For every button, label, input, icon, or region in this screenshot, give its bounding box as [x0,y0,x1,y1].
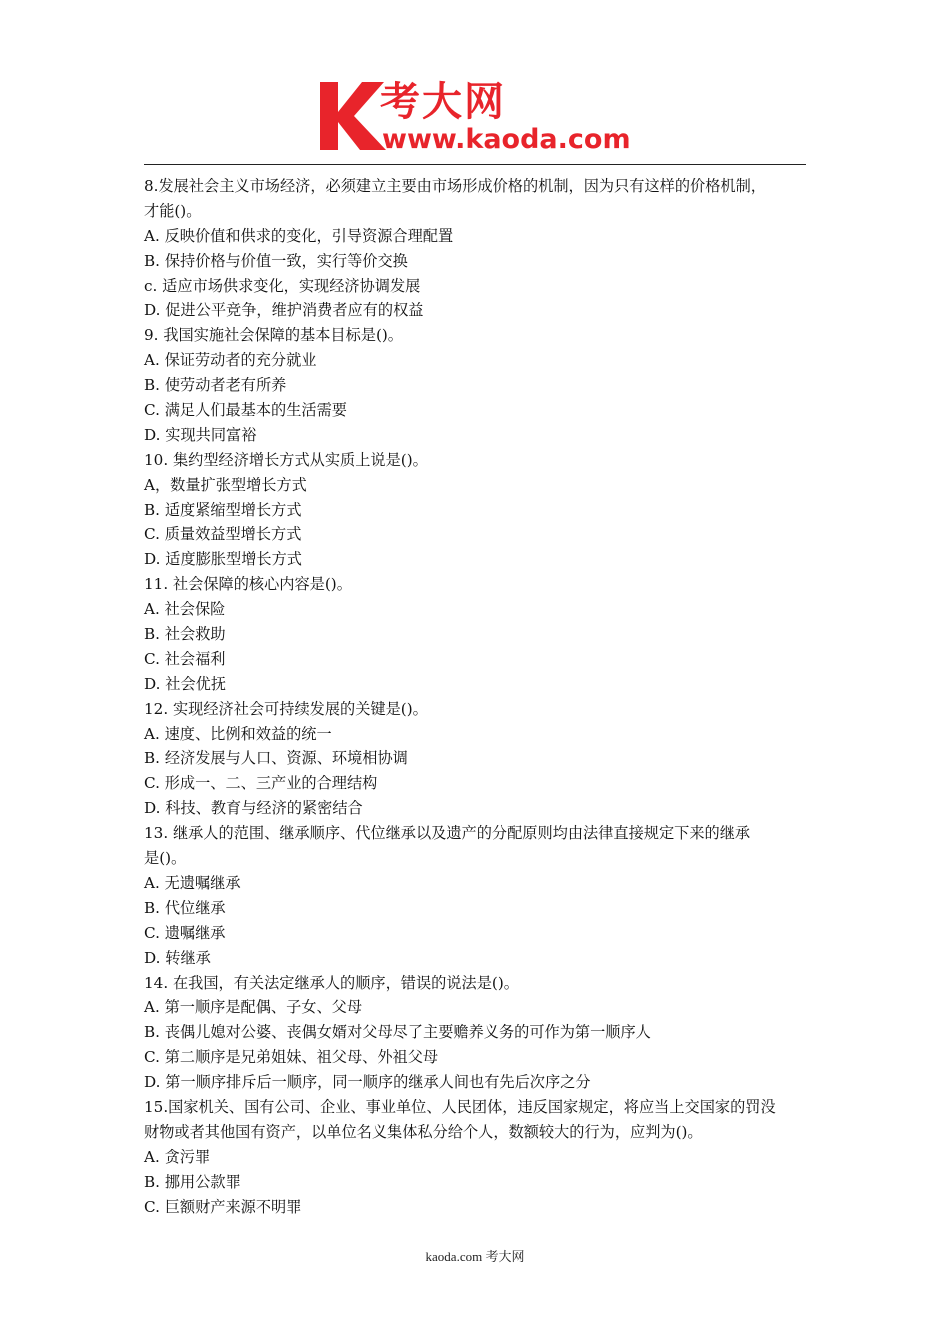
text-line: C. 质量效益型增长方式 [144,525,302,544]
text-line: D. 社会优抚 [144,674,227,693]
page-footer: kaoda.com 考大网 [425,1249,525,1264]
text-line: C. 形成一、二、三产业的合理结构 [144,774,378,793]
text-line: 是()。 [144,849,187,868]
text-line: A. 社会保险 [144,600,226,619]
text-line: B. 丧偶儿媳对公婆、丧偶女婿对父母尽了主要赡养义务的可作为第一顺序人 [144,1023,651,1042]
text-line: A. 速度、比例和效益的统一 [144,724,332,743]
text-line: B. 代位继承 [144,898,226,917]
text-line: 9. 我国实施社会保障的基本目标是()。 [144,326,403,345]
k-logo-icon [318,78,388,152]
text-line: 13. 继承人的范围、继承顺序、代位继承以及遗产的分配原则均由法律直接规定下来的继承 [144,824,751,843]
text-line: B. 保持价格与价值一致，实行等价交换 [144,251,408,270]
text-line: B. 社会救助 [144,625,226,644]
text-line: B. 适度紧缩型增长方式 [144,500,302,519]
text-line: 10. 集约型经济增长方式从实质上说是()。 [144,450,428,469]
question-content [144,174,814,1219]
text-line: 财物或者其他国有资产，以单位名义集体私分给个人，数额较大的行为，应判为()。 [144,1122,703,1141]
text-line: D. 科技、教育与经济的紧密结合 [144,799,363,818]
text-line: B. 使劳动者老有所养 [144,376,287,395]
text-line: C. 社会福利 [144,649,226,668]
text-line: C. 巨额财产来源不明罪 [144,1197,302,1216]
text-line: 12. 实现经济社会可持续发展的关键是()。 [144,699,428,718]
logo-chinese-text: 考大网 [380,79,506,125]
text-line: D. 实现共同富裕 [144,425,257,444]
text-line: B. 经济发展与人口、资源、环境相协调 [144,749,408,768]
text-line: 11. 社会保障的核心内容是()。 [144,575,352,594]
text-line: D. 转继承 [144,948,211,967]
text-line: D. 适度膨胀型增长方式 [144,550,302,569]
text-line: A. 第一顺序是配偶、子女、父母 [144,998,363,1017]
text-line: A. 无遗嘱继承 [144,873,241,892]
text-line: C. 遗嘱继承 [144,923,226,942]
text-line: 8.发展社会主义市场经济，必须建立主要由市场形成价格的机制，因为只有这样的价格机制， [144,177,766,195]
text-line: A. 反映价值和供求的变化，引导资源合理配置 [144,226,454,245]
header-divider [144,164,806,165]
logo-url-text: www.kaoda.com [382,124,631,155]
text-line: C. 满足人们最基本的生活需要 [144,401,347,420]
text-line: c. 适应市场供求变化，实现经济协调发展 [144,276,421,295]
kaoda-logo [318,78,648,160]
text-line: A. 保证劳动者的充分就业 [144,351,317,370]
text-line: 14. 在我国，有关法定继承人的顺序，错误的说法是()。 [144,973,519,992]
text-line: C. 第二顺序是兄弟姐妹、祖父母、外祖父母 [144,1048,439,1067]
text-line: B. 挪用公款罪 [144,1172,241,1191]
text-line: D. 促进公平竞争，维护消费者应有的权益 [144,301,424,320]
text-line: D. 第一顺序排斥后一顺序，同一顺序的继承人间也有先后次序之分 [144,1073,591,1092]
text-line: A. 贪污罪 [144,1147,211,1166]
text-line: 15.国家机关、国有公司、企业、事业单位、人民团体，违反国家规定，将应当上交国家的罚没 [144,1097,776,1116]
text-line: A，数量扩张型增长方式 [144,475,307,494]
text-line: 才能()。 [144,201,202,220]
